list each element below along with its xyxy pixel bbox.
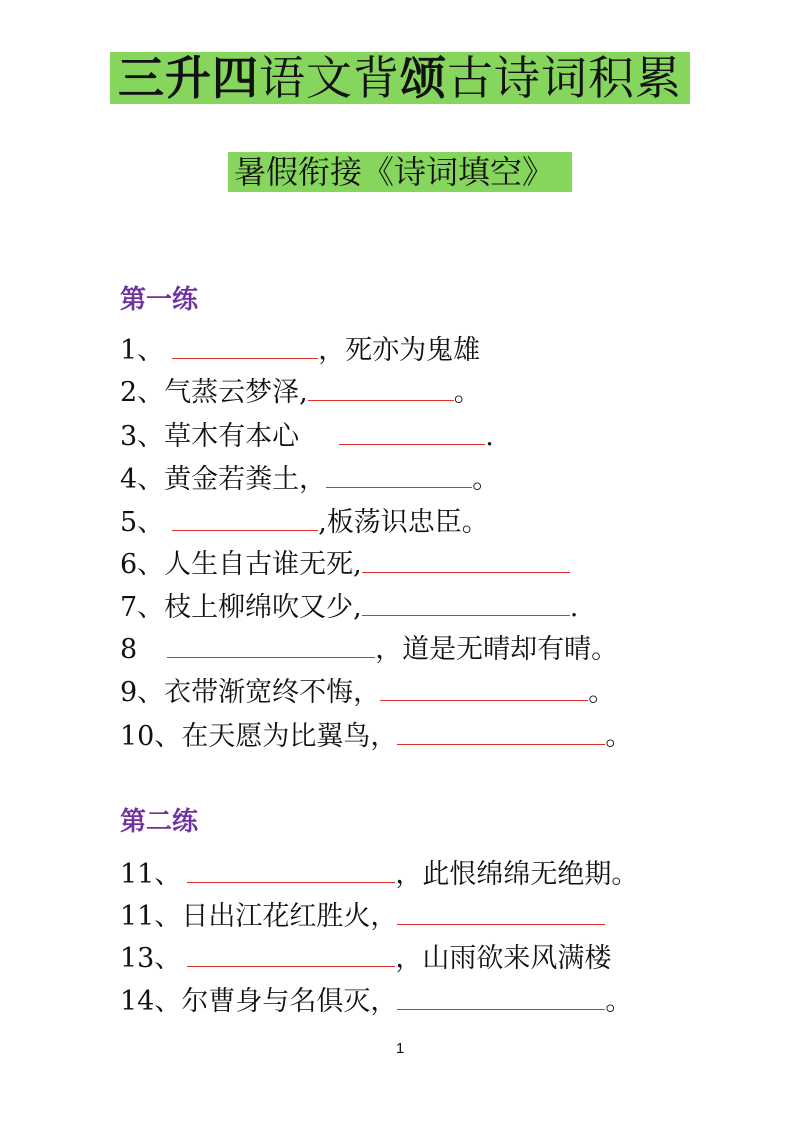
exercise-line — [120, 461, 499, 498]
title-part-1: 三升四 — [118, 51, 259, 105]
exercise-line — [120, 718, 632, 755]
line-suffix: 。 — [472, 464, 500, 495]
exercise-line — [120, 674, 615, 711]
answer-blank[interactable] — [167, 631, 375, 658]
title-wrap — [0, 52, 800, 104]
title-part-3: 颂 — [400, 51, 447, 105]
line-suffix: ,板荡识忠臣。 — [318, 507, 489, 538]
line-suffix: . — [485, 421, 494, 452]
exercise-line — [120, 332, 480, 369]
title-part-2: 语文背 — [259, 51, 400, 105]
answer-blank[interactable] — [397, 983, 605, 1010]
line-suffix: ，此恨绵绵无绝期。 — [395, 859, 639, 890]
line-suffix: 。 — [453, 377, 481, 408]
line-suffix: ，死亦为鬼雄 — [318, 335, 481, 366]
section-heading-1: 第一练 — [120, 285, 199, 315]
exercise-line — [120, 504, 489, 541]
subtitle: 暑假衔接《诗词填空》 — [228, 152, 572, 192]
answer-blank[interactable] — [187, 940, 395, 967]
line-suffix: ，道是无晴却有晴。 — [375, 634, 619, 665]
answer-blank[interactable] — [308, 374, 454, 401]
line-suffix: 。 — [605, 986, 633, 1017]
line-prefix: 4、黄金若粪土， — [120, 464, 327, 495]
page-number: 1 — [395, 1040, 405, 1057]
title-part-4: 古诗词积累 — [447, 51, 682, 105]
exercise-line — [120, 856, 638, 893]
line-prefix: 3、草木有本心 — [120, 421, 300, 452]
line-prefix: 9、衣带渐宽终不悔， — [120, 677, 381, 708]
line-prefix: 14、尔曹身与名俱灭， — [120, 986, 398, 1017]
exercise-line — [120, 418, 494, 455]
line-prefix: 11、日出江花红胜火， — [120, 901, 398, 932]
exercise-line — [120, 898, 605, 935]
exercise-line — [120, 983, 632, 1020]
exercise-line — [120, 374, 481, 411]
section-heading-2: 第二练 — [120, 807, 199, 837]
answer-blank[interactable] — [380, 674, 588, 701]
answer-blank[interactable] — [397, 898, 605, 925]
line-prefix: 6、人生自古谁无死, — [120, 549, 362, 580]
exercise-line — [120, 589, 578, 626]
answer-blank[interactable] — [397, 718, 605, 745]
answer-blank[interactable] — [362, 546, 570, 573]
line-prefix: 5、 — [120, 507, 165, 538]
line-prefix: 7、枝上柳绵吹又少, — [120, 592, 362, 623]
exercise-line — [120, 546, 570, 583]
line-prefix: 1、 — [120, 335, 165, 366]
answer-blank[interactable] — [326, 461, 472, 488]
line-suffix: ，山雨欲来风满楼 — [395, 943, 612, 974]
answer-blank[interactable] — [362, 589, 570, 616]
line-suffix: 。 — [588, 677, 616, 708]
line-suffix: 。 — [605, 721, 633, 752]
answer-blank[interactable] — [187, 856, 395, 883]
exercise-line — [120, 940, 611, 977]
page-title — [110, 52, 690, 104]
line-prefix: 8 — [120, 634, 138, 665]
subtitle-wrap — [0, 152, 800, 192]
line-prefix: 13、 — [120, 943, 182, 974]
line-suffix: . — [569, 592, 579, 623]
line-prefix: 2、气蒸云梦泽, — [120, 377, 308, 408]
answer-blank[interactable] — [339, 418, 485, 445]
exercise-line — [120, 631, 618, 668]
answer-blank[interactable] — [172, 504, 318, 531]
line-prefix: 11、 — [120, 859, 182, 890]
line-prefix: 10、在天愿为比翼鸟， — [120, 721, 398, 752]
answer-blank[interactable] — [172, 332, 318, 359]
